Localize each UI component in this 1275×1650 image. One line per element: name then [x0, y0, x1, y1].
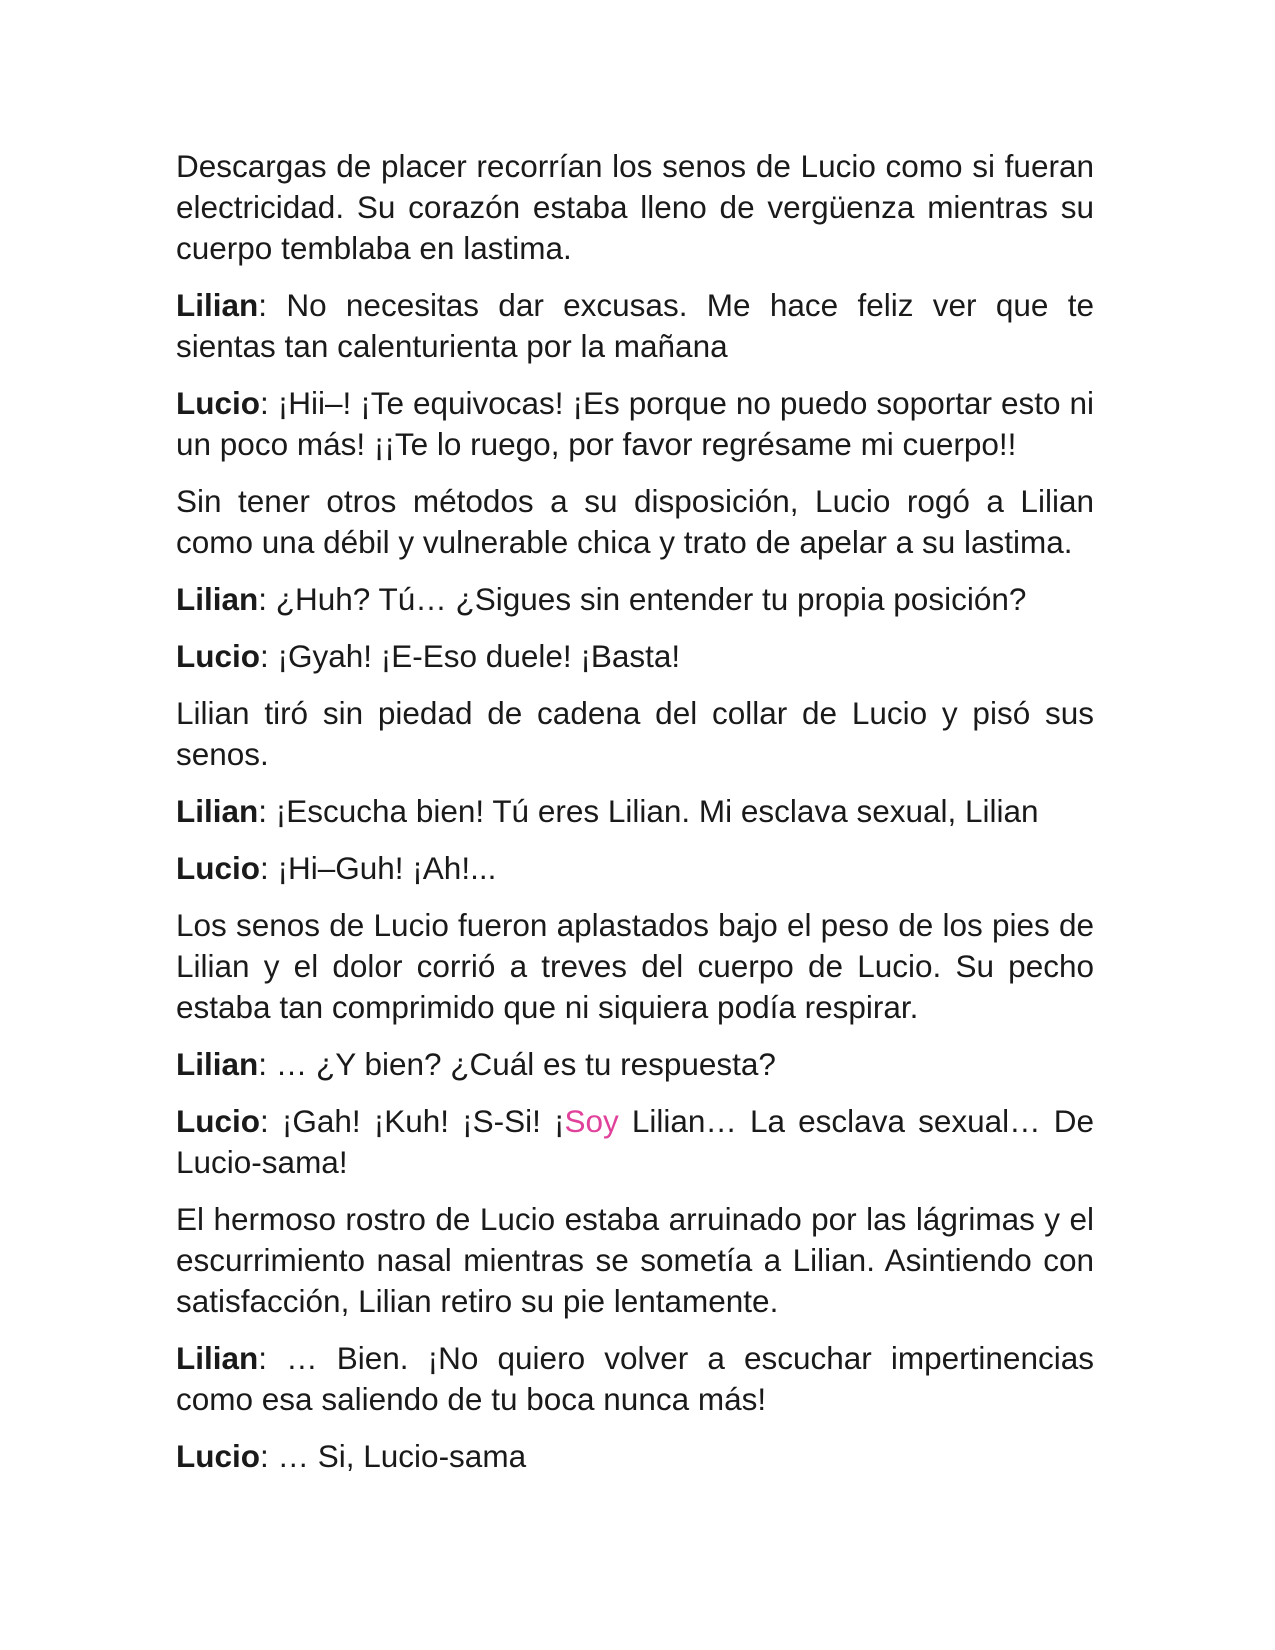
speaker-name: Lucio [176, 385, 260, 421]
speaker-name: Lilian [176, 287, 259, 323]
dialogue-text: : … Si, Lucio-sama [260, 1438, 527, 1474]
narration-paragraph: Descargas de placer recorrían los senos de Lucio como si fueran electricidad. Su corazón estaba lleno de vergüenza mientras su cuerpo temblaba en lastima. [176, 148, 1094, 266]
speaker-name: Lilian [176, 1340, 259, 1376]
speaker-name: Lucio [176, 850, 260, 886]
dialogue-line [176, 636, 1094, 677]
dialogue-line [176, 1338, 1094, 1420]
dialogue-text: : ¡Gah! ¡Kuh! ¡S-Si! ¡ [260, 1103, 565, 1139]
dialogue-text: : ¡Escucha bien! Tú eres Lilian. Mi esclava sexual, Lilian [258, 793, 1039, 829]
narration-paragraph: Lilian tiró sin piedad de cadena del collar de Lucio y pisó sus senos. [176, 695, 1094, 772]
dialogue-text: : ¡Hi–Guh! ¡Ah!... [260, 850, 497, 886]
dialogue-line [176, 383, 1094, 465]
dialogue-line [176, 848, 1094, 889]
document-page [176, 146, 1094, 1493]
dialogue-text: : ¿Huh? Tú… ¿Sigues sin entender tu propia posición? [258, 581, 1027, 617]
narration-paragraph: El hermoso rostro de Lucio estaba arruinado por las lágrimas y el escurrimiento nasal mientras se sometía a Lilian. Asintiendo con satisfacción, Lilian retiro su pie lentamente. [176, 1201, 1094, 1319]
highlighted-word: Soy [564, 1103, 619, 1139]
dialogue-text: : ¡Hii–! ¡Te equivocas! ¡Es porque no puedo soportar esto ni un poco más! ¡¡Te lo ruego, por favor regrésame mi cuerpo!! [176, 385, 1094, 462]
speaker-name: Lucio [176, 1438, 260, 1474]
narration-paragraph: Sin tener otros métodos a su disposición, Lucio rogó a Lilian como una débil y vulnerable chica y trato de apelar a su lastima. [176, 483, 1094, 560]
speaker-name: Lilian [176, 1046, 259, 1082]
narration-paragraph: Los senos de Lucio fueron aplastados bajo el peso de los pies de Lilian y el dolor corrió a treves del cuerpo de Lucio. Su pecho estaba tan comprimido que ni siquiera podía respirar. [176, 907, 1094, 1025]
speaker-name: Lilian [176, 581, 259, 617]
dialogue-text: : … ¿Y bien? ¿Cuál es tu respuesta? [258, 1046, 776, 1082]
dialogue-line [176, 1436, 1094, 1477]
speaker-name: Lilian [176, 793, 259, 829]
dialogue-text: Lilian… La esclava sexual… De Lucio-sama! [176, 1103, 1094, 1180]
dialogue-line [176, 791, 1094, 832]
dialogue-line [176, 285, 1094, 367]
speaker-name: Lucio [176, 638, 260, 674]
speaker-name: Lucio [176, 1103, 260, 1139]
dialogue-text: : ¡Gyah! ¡E-Eso duele! ¡Basta! [260, 638, 681, 674]
dialogue-line [176, 1101, 1094, 1183]
dialogue-text: : No necesitas dar excusas. Me hace feliz ver que te sientas tan calenturienta por la mañana [176, 287, 1094, 364]
dialogue-line [176, 1044, 1094, 1085]
dialogue-line [176, 579, 1094, 620]
dialogue-text: : … Bien. ¡No quiero volver a escuchar impertinencias como esa saliendo de tu boca nunca más! [176, 1340, 1094, 1417]
